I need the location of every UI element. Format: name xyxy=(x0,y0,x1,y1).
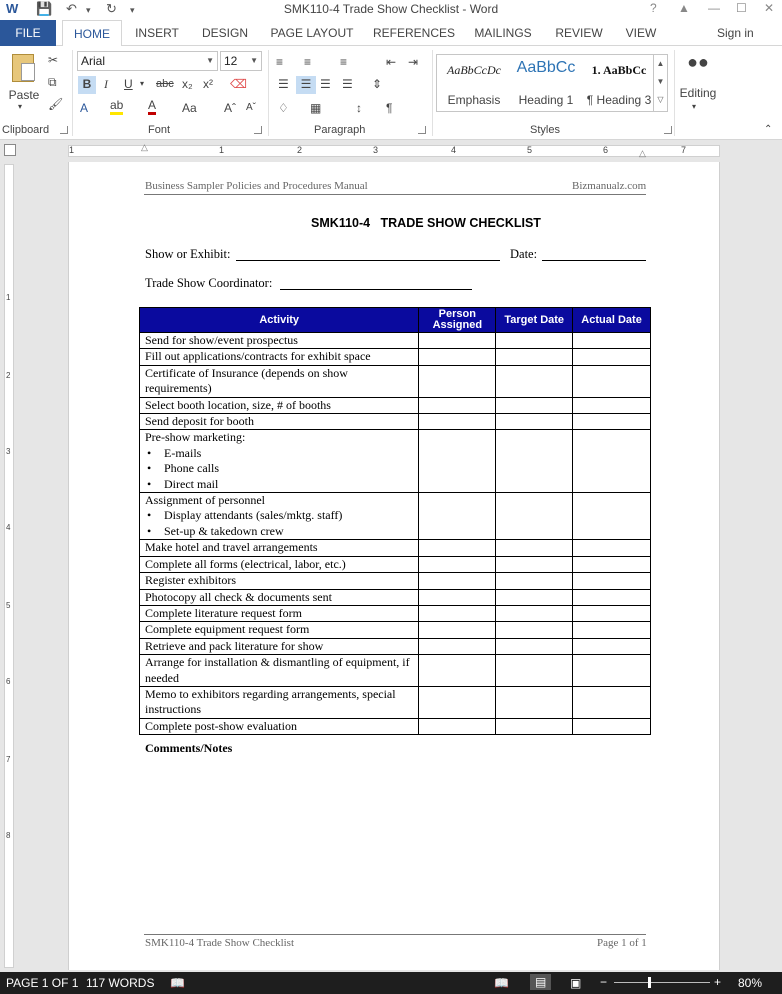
target-date-cell[interactable] xyxy=(496,540,573,556)
clear-formatting-icon[interactable]: ⌫ xyxy=(230,77,247,91)
activity-cell[interactable] xyxy=(140,686,419,718)
underline-icon[interactable]: U xyxy=(124,77,133,91)
chevron-down-icon: ▼ xyxy=(206,56,214,65)
tab-home[interactable]: HOME xyxy=(62,20,122,47)
tab-design[interactable]: DESIGN xyxy=(201,26,248,40)
subscript-icon[interactable]: x₂ xyxy=(182,77,193,91)
header-left-text: Business Sampler Policies and Procedures Manual xyxy=(145,180,368,192)
tab-view[interactable]: VIEW xyxy=(625,26,657,40)
footer-left-text: SMK110-4 Trade Show Checklist xyxy=(145,937,295,949)
style-preview: AaBbCcDc xyxy=(447,63,501,77)
binoculars-icon[interactable]: ●● xyxy=(687,52,709,72)
actual-date-cell[interactable] xyxy=(573,605,651,621)
header-divider xyxy=(144,194,646,195)
activity-text: Register exhibitors xyxy=(145,573,236,588)
maximize-button[interactable]: ☐ xyxy=(736,1,747,15)
activity-cell[interactable] xyxy=(140,493,419,540)
ribbon-tabs xyxy=(0,20,782,46)
bullet-item: • Display attendants (sales/mktg. staff) xyxy=(145,508,413,523)
table-row xyxy=(140,589,651,605)
actual-date-cell[interactable] xyxy=(573,686,651,718)
right-indent-marker-icon[interactable]: △ xyxy=(639,148,646,158)
footer-divider xyxy=(144,934,646,935)
activity-text: Pre-show marketing: xyxy=(145,430,246,445)
activity-text: Complete equipment request form xyxy=(145,622,310,637)
paragraph-group-label: Paragraph xyxy=(314,124,366,136)
minimize-button[interactable]: — xyxy=(708,1,720,15)
target-date-cell[interactable] xyxy=(496,414,573,430)
word-count[interactable]: 117 WORDS xyxy=(86,976,155,990)
person-assigned-cell[interactable] xyxy=(419,365,496,397)
paragraph-launcher-icon[interactable] xyxy=(418,126,426,134)
activity-cell[interactable] xyxy=(140,540,419,556)
styles-launcher-icon[interactable] xyxy=(664,126,672,134)
underline-dropdown-icon[interactable]: ▾ xyxy=(140,79,145,88)
tab-mailings[interactable]: MAILINGS xyxy=(474,26,532,40)
activity-text: Complete literature request form xyxy=(145,605,302,620)
strikethrough-icon[interactable]: abc xyxy=(156,78,174,90)
target-date-cell[interactable] xyxy=(496,430,573,493)
person-assigned-cell[interactable] xyxy=(419,589,496,605)
paste-dropdown-icon[interactable]: ▾ xyxy=(18,102,23,111)
group-divider xyxy=(432,50,433,136)
tab-insert[interactable]: INSERT xyxy=(135,26,179,40)
activity-cell[interactable] xyxy=(140,430,419,493)
ribbon xyxy=(0,46,782,140)
font-name-field[interactable] xyxy=(77,51,218,71)
table-row xyxy=(140,638,651,654)
date-underline[interactable] xyxy=(542,260,646,261)
clipboard-launcher-icon[interactable] xyxy=(60,126,68,134)
table-row xyxy=(140,430,651,493)
customize-qat-icon[interactable]: ▾ xyxy=(130,5,135,15)
style-heading-3[interactable] xyxy=(583,55,655,111)
target-date-cell[interactable] xyxy=(496,605,573,621)
target-date-cell[interactable] xyxy=(496,333,573,349)
activity-text: Send for show/event prospectus xyxy=(145,333,298,347)
style-preview: 1. AaBbCc xyxy=(591,63,647,77)
styles-gallery xyxy=(436,54,668,112)
actual-date-cell[interactable] xyxy=(573,430,651,493)
increase-indent-icon[interactable]: ⇥ xyxy=(408,55,419,69)
word-app-icon[interactable]: W xyxy=(6,1,19,16)
tab-file[interactable]: FILE xyxy=(0,20,56,46)
activity-text: Assignment of personnel xyxy=(145,493,265,508)
activity-cell[interactable] xyxy=(140,718,419,734)
person-assigned-cell[interactable] xyxy=(419,686,496,718)
tab-references[interactable]: REFERENCES xyxy=(372,26,455,40)
show-formatting-icon[interactable]: ¶ xyxy=(386,101,393,115)
actual-date-cell[interactable] xyxy=(573,333,651,349)
highlight-icon[interactable]: ab xyxy=(110,98,123,115)
more-styles-icon[interactable]: ▽ xyxy=(657,95,664,104)
activity-cell[interactable] xyxy=(140,365,419,397)
style-name: ¶ Heading 3 xyxy=(586,93,652,107)
font-color-icon[interactable]: A xyxy=(148,98,156,115)
zoom-slider[interactable] xyxy=(614,982,710,983)
activity-cell[interactable] xyxy=(140,414,419,430)
actual-date-cell[interactable] xyxy=(573,493,651,540)
multilevel-list-icon[interactable]: ≡ xyxy=(340,55,348,69)
actual-date-cell[interactable] xyxy=(573,573,651,589)
actual-date-cell[interactable] xyxy=(573,622,651,638)
font-size-field[interactable] xyxy=(220,51,262,71)
group-divider xyxy=(268,50,269,136)
ruler-number: 6 xyxy=(603,145,609,155)
ruler-number: 6 xyxy=(6,677,11,686)
bullet-item: • Direct mail xyxy=(145,477,413,492)
target-date-cell[interactable] xyxy=(496,622,573,638)
grow-font-icon[interactable]: Aˆ xyxy=(224,101,236,115)
ruler-number: 1 xyxy=(219,145,225,155)
show-label: Show or Exhibit: xyxy=(145,247,231,261)
target-date-cell[interactable] xyxy=(496,556,573,572)
help-button[interactable]: ? xyxy=(650,1,657,15)
close-button[interactable]: ✕ xyxy=(764,1,775,15)
table-row xyxy=(140,605,651,621)
activity-text: Memo to exhibitors regarding arrangements, special instructions xyxy=(145,686,396,717)
align-center-icon[interactable]: ☰ xyxy=(296,76,316,94)
activity-cell[interactable] xyxy=(140,605,419,621)
footer-right-text: Page 1 of 1 xyxy=(597,937,647,949)
table-row xyxy=(140,333,651,349)
editing-button[interactable]: Editing xyxy=(679,86,717,100)
web-layout-icon[interactable]: ▣ xyxy=(570,976,582,990)
person-assigned-cell[interactable] xyxy=(419,718,496,734)
activity-cell[interactable] xyxy=(140,638,419,654)
style-heading-1[interactable] xyxy=(511,55,581,111)
table-header-row xyxy=(140,308,651,333)
activity-cell[interactable] xyxy=(140,397,419,413)
header-actual-date: Actual Date xyxy=(573,308,651,333)
person-assigned-cell[interactable] xyxy=(419,349,496,365)
vertical-ruler[interactable] xyxy=(4,164,14,968)
font-size-value: 12 xyxy=(224,54,238,68)
ribbon-display-icon[interactable]: ▲ xyxy=(678,1,690,15)
indent-marker-icon[interactable]: △ xyxy=(141,142,148,152)
target-date-cell[interactable] xyxy=(496,686,573,718)
tab-page-layout[interactable]: PAGE LAYOUT xyxy=(270,26,354,40)
person-assigned-cell[interactable] xyxy=(419,573,496,589)
save-icon[interactable]: 💾 xyxy=(36,1,53,16)
horizontal-ruler[interactable] xyxy=(0,140,782,162)
activity-text: Complete all forms (electrical, labor, etc.) xyxy=(145,556,346,571)
header-right-text: Bizmanualz.com xyxy=(572,180,647,192)
table-row xyxy=(140,397,651,413)
person-assigned-cell[interactable] xyxy=(419,622,496,638)
ruler-number: 8 xyxy=(6,831,11,840)
activity-text: Arrange for installation & dismantling of equipment, if needed xyxy=(145,655,410,685)
actual-date-cell[interactable] xyxy=(573,540,651,556)
table-row xyxy=(140,622,651,638)
zoom-in-icon[interactable]: + xyxy=(714,975,722,989)
chevron-down-icon[interactable]: ▾ xyxy=(692,102,697,111)
activity-text: Select booth location, size, # of booths xyxy=(145,397,331,412)
scroll-up-icon[interactable]: ▲ xyxy=(656,59,665,68)
table-row xyxy=(140,540,651,556)
activity-cell[interactable] xyxy=(140,622,419,638)
format-painter-icon[interactable]: 🖌 xyxy=(48,97,64,111)
text-effects-icon[interactable]: A xyxy=(80,101,89,115)
window-title: SMK110-4 Trade Show Checklist - Word xyxy=(283,2,499,16)
copy-icon[interactable]: ⧉ xyxy=(48,75,57,89)
sign-in-link[interactable]: Sign in xyxy=(717,26,754,40)
ruler-number: 4 xyxy=(6,523,11,532)
style-emphasis[interactable] xyxy=(439,55,509,111)
change-case-icon[interactable]: Aa xyxy=(182,101,197,115)
person-assigned-cell[interactable] xyxy=(419,605,496,621)
status-bar xyxy=(0,972,782,994)
bullet-item: • Set-up & takedown crew xyxy=(145,524,413,539)
activity-text: Complete post-show evaluation xyxy=(145,718,297,733)
read-mode-icon[interactable]: 📖 xyxy=(494,976,509,990)
clipboard-icon xyxy=(12,54,34,82)
activity-cell[interactable] xyxy=(140,556,419,572)
target-date-cell[interactable] xyxy=(496,365,573,397)
actual-date-cell[interactable] xyxy=(573,349,651,365)
redo-icon[interactable]: ↻ xyxy=(106,1,117,16)
gallery-scroll[interactable] xyxy=(653,55,667,111)
zoom-out-icon[interactable]: − xyxy=(600,975,608,989)
ruler-number: 5 xyxy=(527,145,533,155)
table-row xyxy=(140,414,651,430)
activity-cell[interactable] xyxy=(140,589,419,605)
target-date-cell[interactable] xyxy=(496,349,573,365)
tab-selector-icon[interactable] xyxy=(4,144,16,156)
ruler-number: 1 xyxy=(69,145,75,155)
bullet-item: • E-mails xyxy=(145,446,413,461)
header-activity: Activity xyxy=(140,308,419,333)
bold-icon[interactable]: B xyxy=(78,76,96,94)
decrease-indent-icon[interactable]: ⇤ xyxy=(386,55,397,69)
person-assigned-cell[interactable] xyxy=(419,414,496,430)
target-date-cell[interactable] xyxy=(496,397,573,413)
coordinator-underline[interactable] xyxy=(280,289,472,290)
ruler-number: 7 xyxy=(681,145,687,155)
activity-text: Fill out applications/contracts for exhibit space xyxy=(145,349,371,364)
activity-text: Retrieve and pack literature for show xyxy=(145,638,324,653)
proofing-icon[interactable]: 📖 xyxy=(170,976,185,990)
ruler-number: 2 xyxy=(297,145,303,155)
line-spacing-icon[interactable]: ⇕ xyxy=(372,77,383,91)
table-row xyxy=(140,573,651,589)
actual-date-cell[interactable] xyxy=(573,655,651,687)
person-assigned-cell[interactable] xyxy=(419,638,496,654)
table-row xyxy=(140,556,651,572)
chevron-down-icon: ▼ xyxy=(250,56,258,65)
person-assigned-cell[interactable] xyxy=(419,655,496,687)
comments-label: Comments/Notes xyxy=(145,741,233,755)
show-underline[interactable] xyxy=(236,260,500,261)
target-date-cell[interactable] xyxy=(496,493,573,540)
collapse-ribbon-icon[interactable]: ⌃ xyxy=(764,124,773,135)
actual-date-cell[interactable] xyxy=(573,556,651,572)
person-assigned-cell[interactable] xyxy=(419,397,496,413)
numbering-icon[interactable]: ≡ xyxy=(304,55,312,69)
activity-text: Photocopy all check & documents sent xyxy=(145,589,332,604)
styles-group-label: Styles xyxy=(530,124,560,136)
target-date-cell[interactable] xyxy=(496,573,573,589)
cut-icon[interactable]: ✂ xyxy=(48,53,59,67)
paste-label[interactable]: Paste xyxy=(8,88,40,102)
target-date-cell[interactable] xyxy=(496,718,573,734)
ruler-number: 3 xyxy=(373,145,379,155)
target-date-cell[interactable] xyxy=(496,589,573,605)
undo-icon[interactable]: ↶ xyxy=(66,1,77,16)
table-row xyxy=(140,493,651,540)
table-row xyxy=(140,655,651,687)
italic-icon[interactable]: I xyxy=(104,77,108,91)
target-date-cell[interactable] xyxy=(496,655,573,687)
style-preview: AaBbCc xyxy=(516,59,576,76)
shrink-font-icon[interactable]: Aˇ xyxy=(246,102,256,113)
actual-date-cell[interactable] xyxy=(573,638,651,654)
vertical-scrollbar[interactable] xyxy=(764,140,782,972)
ruler-number: 2 xyxy=(6,371,11,380)
actual-date-cell[interactable] xyxy=(573,397,651,413)
checklist-table xyxy=(139,307,651,735)
target-date-cell[interactable] xyxy=(496,638,573,654)
person-assigned-cell[interactable] xyxy=(419,430,496,493)
activity-text: Certificate of Insurance (depends on show requirements) xyxy=(145,365,348,396)
shading-icon[interactable]: ♢ xyxy=(278,101,289,115)
undo-dropdown-icon[interactable]: ▾ xyxy=(86,5,91,15)
document-title: SMK110-4 TRADE SHOW CHECKLIST xyxy=(311,216,541,230)
header-target-date: Target Date xyxy=(496,308,573,333)
table-body xyxy=(140,333,651,735)
ruler-number: 7 xyxy=(6,755,11,764)
title-bar xyxy=(0,0,782,20)
ruler-scale[interactable] xyxy=(68,142,720,158)
date-label: Date: xyxy=(510,247,538,261)
align-right-icon[interactable]: ☰ xyxy=(320,77,331,91)
sort-icon[interactable]: ↕ xyxy=(356,101,362,115)
ruler-number: 4 xyxy=(451,145,457,155)
font-launcher-icon[interactable] xyxy=(254,126,262,134)
actual-date-cell[interactable] xyxy=(573,718,651,734)
activity-text: Make hotel and travel arrangements xyxy=(145,540,318,555)
paste-button[interactable] xyxy=(6,52,40,92)
justify-icon[interactable]: ☰ xyxy=(342,77,353,91)
activity-bullets xyxy=(145,508,413,539)
activity-cell[interactable] xyxy=(140,655,419,687)
table-row xyxy=(140,349,651,365)
font-name-value: Arial xyxy=(81,54,106,68)
activity-cell[interactable] xyxy=(140,573,419,589)
superscript-icon[interactable]: x² xyxy=(203,77,213,91)
activity-text: Send deposit for booth xyxy=(145,414,254,429)
activity-bullets xyxy=(145,446,413,492)
actual-date-cell[interactable] xyxy=(573,365,651,397)
coordinator-label: Trade Show Coordinator: xyxy=(145,276,273,290)
person-assigned-cell[interactable] xyxy=(419,493,496,540)
activity-cell[interactable] xyxy=(140,349,419,365)
person-assigned-cell[interactable] xyxy=(419,333,496,349)
actual-date-cell[interactable] xyxy=(573,589,651,605)
person-assigned-cell[interactable] xyxy=(419,556,496,572)
bullet-item: • Phone calls xyxy=(145,461,413,476)
scroll-down-icon[interactable]: ▼ xyxy=(656,77,665,86)
ruler-number: 5 xyxy=(6,601,11,610)
ruler-number: 3 xyxy=(6,447,11,456)
bullets-icon[interactable]: ≡ xyxy=(276,55,284,69)
style-name: Emphasis xyxy=(447,93,501,107)
person-assigned-cell[interactable] xyxy=(419,540,496,556)
clipboard-group-label: Clipboard xyxy=(2,124,50,136)
actual-date-cell[interactable] xyxy=(573,414,651,430)
group-divider xyxy=(674,50,675,136)
activity-cell[interactable] xyxy=(140,333,419,349)
table-row xyxy=(140,718,651,734)
align-left-icon[interactable]: ☰ xyxy=(278,77,289,91)
page-count[interactable]: PAGE 1 OF 1 xyxy=(6,976,79,990)
print-layout-icon[interactable]: ▤ xyxy=(530,974,551,990)
table-row xyxy=(140,365,651,397)
zoom-level[interactable]: 80% xyxy=(738,976,763,990)
style-name: Heading 1 xyxy=(518,93,574,107)
table-row xyxy=(140,686,651,718)
group-divider xyxy=(72,50,73,136)
font-group-label: Font xyxy=(148,124,171,136)
ruler-number: 1 xyxy=(6,293,11,302)
borders-icon[interactable]: ▦ xyxy=(310,101,322,115)
zoom-slider-thumb[interactable] xyxy=(648,977,651,988)
header-person-assigned: Person Assigned xyxy=(419,308,496,333)
tab-review[interactable]: REVIEW xyxy=(555,26,603,40)
